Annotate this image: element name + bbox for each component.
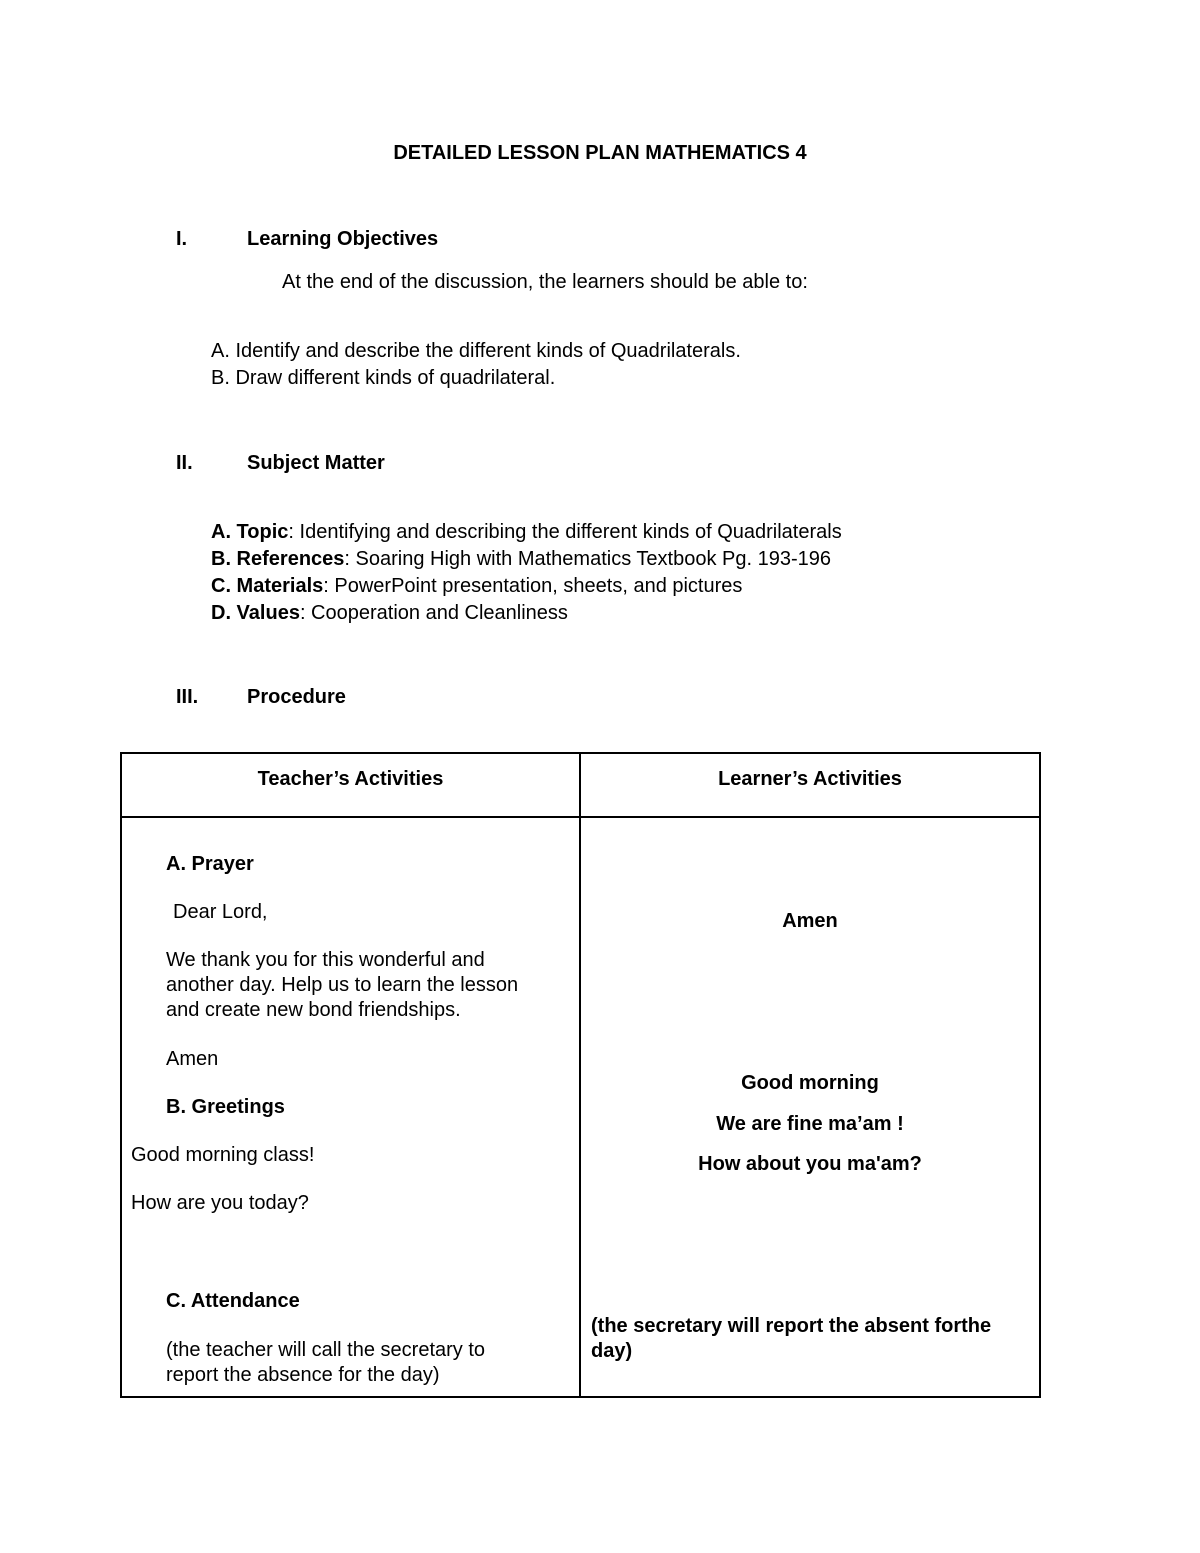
table-header-divider (122, 816, 1039, 818)
greeting-line: How are you today? (131, 1192, 309, 1214)
greetings-heading: B. Greetings (166, 1096, 285, 1118)
prayer-heading: A. Prayer (166, 853, 254, 875)
subject-item-text: : PowerPoint presentation, sheets, and pictures (323, 575, 743, 597)
procedure-table (120, 752, 1041, 1398)
attendance-body-line: report the absence for the day) (166, 1364, 440, 1386)
learner-how-about: How about you ma'am? (698, 1153, 922, 1175)
prayer-salutation: Dear Lord, (173, 901, 268, 923)
subject-item-label: B. References (211, 548, 345, 570)
subject-item-values (211, 600, 568, 627)
learner-fine: We are fine ma’am ! (716, 1113, 904, 1135)
subject-item-text: : Soaring High with Mathematics Textbook Pg. 193-196 (344, 548, 831, 570)
objectives-intro: At the end of the discussion, the learners should be able to: (282, 271, 808, 293)
subject-item-text: : Identifying and describing the different kinds of Quadrilaterals (288, 521, 842, 543)
prayer-body-line: We thank you for this wonderful and (166, 949, 485, 971)
greeting-line: Good morning class! (131, 1144, 315, 1166)
table-header-teacher: Teacher’s Activities (257, 768, 444, 790)
attendance-body-line: (the teacher will call the secretary to (166, 1339, 486, 1361)
subject-item-label: C. Materials (211, 575, 324, 597)
subject-item-label: D. Values (211, 602, 300, 624)
objective-item: A. Identify and describe the different kinds of Quadrilaterals. (211, 340, 741, 362)
section-heading-procedure: Procedure (247, 686, 346, 708)
page-title: DETAILED LESSON PLAN MATHEMATICS 4 (393, 142, 807, 164)
section-number-procedure: III. (176, 686, 199, 708)
objective-item: B. Draw different kinds of quadrilateral. (211, 367, 556, 389)
attendance-heading: C. Attendance (166, 1290, 300, 1312)
section-number-objectives: I. (176, 228, 188, 250)
subject-item-text: : Cooperation and Cleanliness (299, 602, 568, 624)
subject-item-materials (211, 573, 742, 600)
subject-item-topic (211, 519, 842, 546)
table-header-learner: Learner’s Activities (718, 768, 902, 790)
section-number-subject-matter: II. (176, 452, 193, 474)
subject-item-references (211, 546, 831, 573)
section-heading-subject-matter: Subject Matter (247, 452, 385, 474)
learner-good-morning: Good morning (741, 1072, 879, 1094)
learner-secretary-line: (the secretary will report the absent forthe (591, 1315, 992, 1337)
section-heading-objectives: Learning Objectives (247, 228, 439, 250)
subject-item-label: A. Topic (211, 521, 289, 543)
learner-amen: Amen (782, 910, 838, 932)
prayer-body-line: and create new bond friendships. (166, 999, 461, 1021)
learner-secretary-line: day) (591, 1340, 633, 1362)
prayer-amen: Amen (166, 1048, 219, 1070)
prayer-body-line: another day. Help us to learn the lesson (166, 974, 519, 996)
